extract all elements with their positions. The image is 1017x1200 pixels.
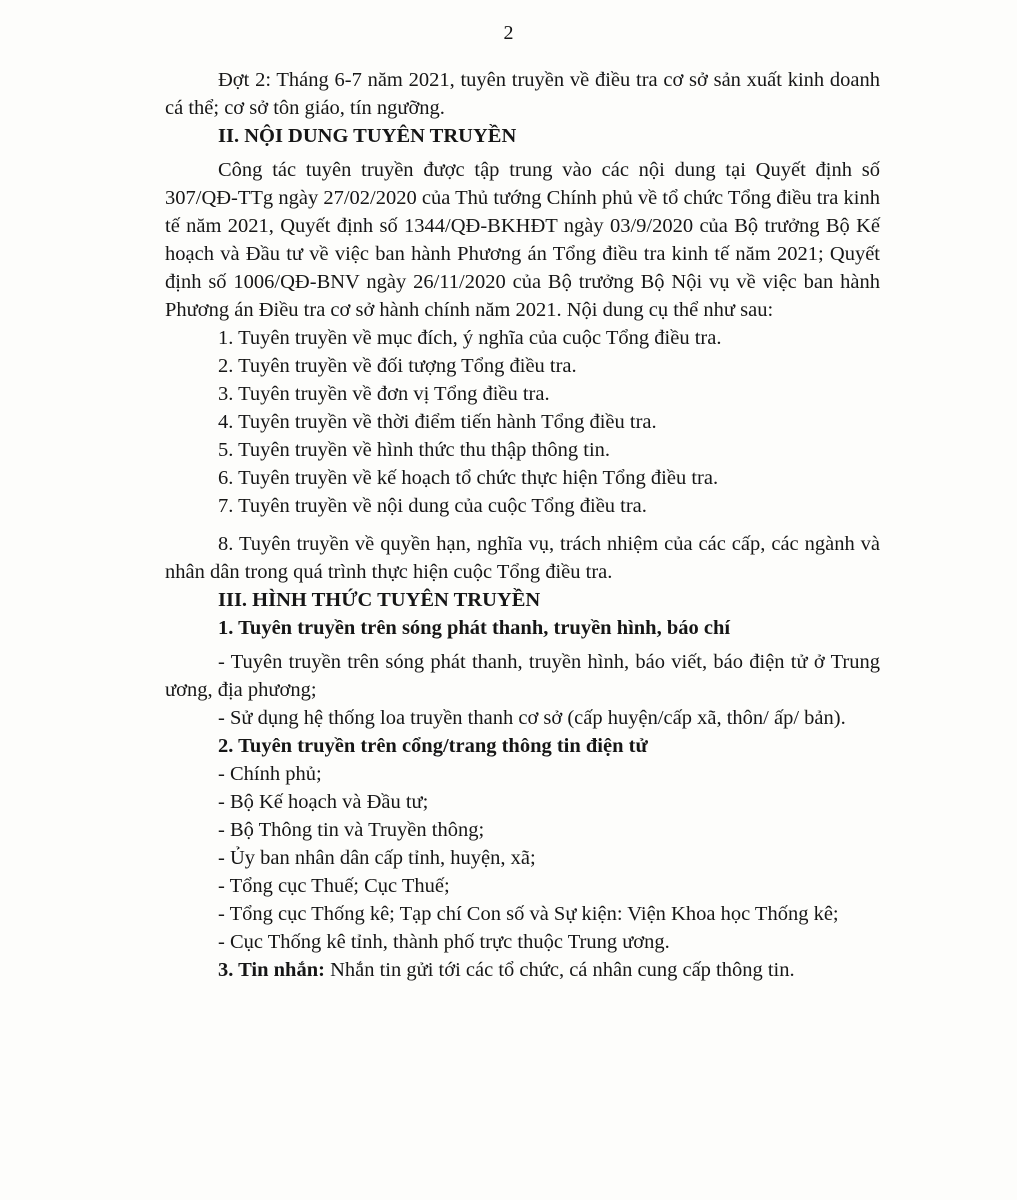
page-number: 2 (503, 22, 514, 44)
subsection-1-heading: 1. Tuyên truyền trên sóng phát thanh, truyền hình, báo chí (218, 617, 731, 639)
subsection-2-item: - Tổng cục Thống kê; Tạp chí Con số và Sự kiện: Viện Khoa học Thống kê; (218, 903, 839, 925)
subsection-2-heading: 2. Tuyên truyền trên cổng/trang thông tin điện tử (218, 735, 648, 757)
subsection-2-item: - Bộ Thông tin và Truyền thông; (218, 819, 485, 841)
list-item: 6. Tuyên truyền về kế hoạch tổ chức thực hiện Tổng điều tra. (218, 467, 719, 489)
subsection-3-label: 3. Tin nhắn: (218, 959, 325, 981)
document-body (165, 66, 880, 984)
list-item: 2. Tuyên truyền về đối tượng Tổng điều tra. (218, 355, 577, 377)
subsection-2-item: - Bộ Kế hoạch và Đầu tư; (218, 791, 429, 813)
subsection-1-item: - Tuyên truyền trên sóng phát thanh, truyền hình, báo viết, báo điện tử ở Trung ương, địa phương; (165, 651, 880, 701)
list-item: 4. Tuyên truyền về thời điểm tiến hành Tổng điều tra. (218, 411, 657, 433)
intro-paragraph: Đợt 2: Tháng 6-7 năm 2021, tuyên truyền về điều tra cơ sở sản xuất kinh doanh cá thể; cơ sở tôn giáo, tín ngưỡng. (165, 69, 880, 119)
list-item: 1. Tuyên truyền về mục đích, ý nghĩa của cuộc Tổng điều tra. (218, 327, 722, 349)
section-2-list (165, 324, 880, 586)
subsection-3-text: Nhắn tin gửi tới các tổ chức, cá nhân cung cấp thông tin. (324, 959, 795, 981)
subsection-2-item: - Tổng cục Thuế; Cục Thuế; (218, 875, 450, 897)
subsection-3 (165, 956, 880, 984)
section-2-paragraph: Công tác tuyên truyền được tập trung vào các nội dung tại Quyết định số 307/QĐ-TTg ngày 27/02/2020 của Thủ tướng Chính phủ về tổ chức Tổng điều tra kinh tế năm 2021, Quyết định số 1344/QĐ-BKHĐT ngày 03/9/2020 của Bộ trưởng Bộ Kế hoạch và Đầu tư về việc ban hành Phương án Tổng điều tra kinh tế năm 2021; Quyết định số 1006/QĐ-BNV ngày 26/11/2020 của Bộ trưởng Bộ Nội vụ về việc ban hành Phương án Điều tra cơ sở hành chính năm 2021. Nội dung cụ thể như sau: (165, 159, 880, 321)
subsection-1-item: - Sử dụng hệ thống loa truyền thanh cơ sở (cấp huyện/cấp xã, thôn/ ấp/ bản). (218, 707, 846, 729)
list-item: 3. Tuyên truyền về đơn vị Tổng điều tra. (218, 383, 550, 405)
subsection-2-item: - Chính phủ; (218, 763, 322, 785)
section-3-heading: III. HÌNH THỨC TUYÊN TRUYỀN (218, 589, 541, 611)
list-item: 7. Tuyên truyền về nội dung của cuộc Tổng điều tra. (218, 495, 647, 517)
subsection-2-item: - Cục Thống kê tỉnh, thành phố trực thuộc Trung ương. (218, 931, 670, 953)
list-item: 8. Tuyên truyền về quyền hạn, nghĩa vụ, trách nhiệm của các cấp, các ngành và nhân dân trong quá trình thực hiện cuộc Tổng điều tra. (165, 533, 880, 583)
subsection-2-item: - Ủy ban nhân dân cấp tỉnh, huyện, xã; (218, 847, 536, 869)
list-item: 5. Tuyên truyền về hình thức thu thập thông tin. (218, 439, 611, 461)
section-2-heading: II. NỘI DUNG TUYÊN TRUYỀN (218, 125, 517, 147)
